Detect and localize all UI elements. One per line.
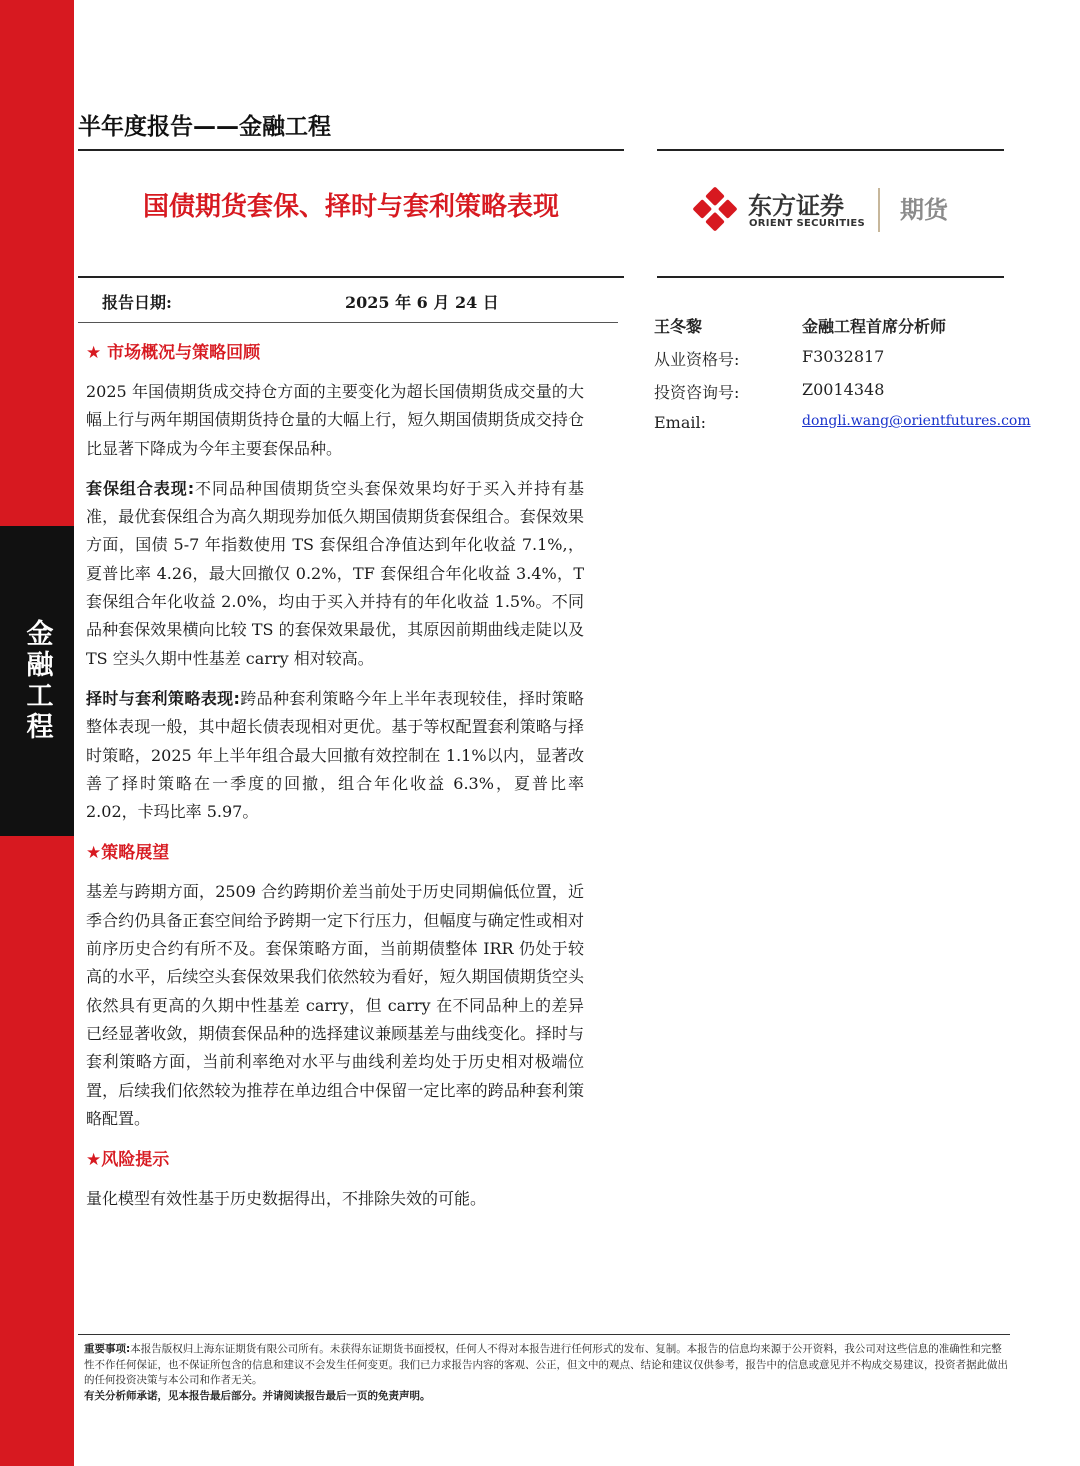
timing-text: 跨品种套利策略今年上半年表现较佳，择时策略整体表现一般，其中超长债表现相对更优。基于等权配置套利策略与择时策略，2025 年上半年组合最大回撤有效控制在 1.1%以内，显著改善了择时策略在一季度的回撤，组合年化收益 6.3%，夏普比率 2.02，卡玛比率 5.97。 bbox=[86, 688, 584, 822]
header-rule-left-bottom bbox=[78, 276, 624, 278]
consult-value: Z0014348 bbox=[802, 380, 885, 399]
report-type: 半年度报告——金融工程 bbox=[78, 114, 331, 140]
analyst-role: 金融工程首席分析师 bbox=[802, 317, 947, 336]
logo-divider bbox=[878, 188, 880, 232]
important-notice bbox=[84, 1342, 1010, 1404]
orient-logo-icon bbox=[690, 184, 740, 234]
report-date-label: 报告日期: bbox=[102, 293, 172, 312]
section-title-outlook: ★策略展望 bbox=[86, 843, 170, 864]
email-link[interactable]: dongli.wang@orientfutures.com bbox=[802, 413, 1031, 429]
timing-lead: 择时与套利策略表现: bbox=[86, 688, 240, 708]
timing-paragraph bbox=[86, 685, 584, 826]
analyst-row-email bbox=[654, 409, 1031, 442]
date-rule bbox=[78, 322, 618, 323]
header-rule-right-top bbox=[657, 149, 1004, 151]
outlook-paragraph: 基差与跨期方面，2509 合约跨期价差当前处于历史同期偏低位置，近季合约仍具备正套空间给予跨期一定下行压力，但幅度与确定性或相对前序历史合约有所不及。套保策略方面，当前期债整体 IRR 仍处于较高的水平，后续空头套保效果我们依然较为看好，短久期国债期货空头依然具有更高的久期中性基差 carry，但 carry 在不同品种上的差异已经显著收敛，期债套保品种的选择建议兼顾基差与曲线变化。择时与套利策略方面，当前利率绝对水平与曲线利差均处于历史相对极端位置，后续我们依然较为推荐在单边组合中保留一定比率的跨品种套利策略配置。 bbox=[86, 882, 584, 1128]
analyst-info bbox=[654, 310, 1031, 442]
report-summary bbox=[86, 338, 584, 1225]
sidebar-label: 金融工程 bbox=[21, 619, 53, 743]
report-date-value: 2025 年 6 月 24 日 bbox=[345, 293, 499, 312]
analyst-row-consult bbox=[654, 376, 1014, 409]
overview-paragraph: 2025 年国债期货成交持仓方面的主要变化为超长国债期货成交量的大幅上行与两年期国债期货持仓量的大幅上行，短久期国债期货成交持仓比显著下降成为今年主要套保品种。 bbox=[86, 382, 584, 458]
section-title-risk: ★风险提示 bbox=[86, 1150, 170, 1171]
logo-division: 期货 bbox=[900, 196, 948, 224]
analyst-row-license bbox=[654, 343, 1014, 376]
header-rule-left-top bbox=[78, 149, 624, 151]
risk-paragraph: 量化模型有效性基于历史数据得出，不排除失效的可能。 bbox=[86, 1189, 487, 1209]
license-value: F3032817 bbox=[802, 347, 885, 366]
report-title: 国债期货套保、择时与套利策略表现 bbox=[142, 192, 559, 222]
notice-footer: 有关分析师承诺，见本报告最后部分。并请阅读报告最后一页的免责声明。 bbox=[84, 1389, 431, 1402]
section-title-overview: ★ 市场概况与策略回顾 bbox=[86, 343, 261, 363]
email-label: Email: bbox=[654, 413, 707, 432]
hedge-paragraph bbox=[86, 475, 584, 673]
hedge-text: 不同品种国债期货空头套保效果均好于买入并持有基准，最优套保组合为高久期现券加低久期国债期货套保组合。套保效果方面，国债 5-7 年指数使用 TS 套保组合净值达到年化收益 7.1%,，夏普比率 4.26，最大回撤仅 0.2%，TF 套保组合年化收益 3.4%，T 套保组合年化收益 2.0%，均由于买入并持有的年化收益 1.5%。不同品种套保效果横向比较 TS 的套保效果最优，其原因前期曲线走陡以及 TS 空头久期中性基差 carry 相对较高。 bbox=[86, 478, 584, 668]
hedge-lead: 套保组合表现: bbox=[86, 478, 195, 498]
consult-label: 投资咨询号: bbox=[654, 383, 740, 402]
analyst-row-name bbox=[654, 310, 1014, 343]
notice-rule bbox=[78, 1334, 1010, 1335]
sidebar-black-block bbox=[0, 526, 74, 836]
analyst-name: 王冬黎 bbox=[654, 317, 703, 336]
notice-text: 本报告版权归上海东证期货有限公司所有。未获得东证期货书面授权，任何人不得对本报告进行任何形式的发布、复制。本报告的信息均来源于公开资料，我公司对这些信息的准确性和完整性不作任何保证，也不保证所包含的信息和建议不会发生任何变更。我们已力求报告内容的客观、公正，但文中的观点、结论和建议仅供参考，报告中的信息或意见并不构成交易建议，投资者据此做出的任何投资决策与本公司和作者无关。 bbox=[84, 1343, 1008, 1386]
notice-heading: 重要事项: bbox=[84, 1343, 131, 1355]
logo-name-cn: 东方证券 bbox=[748, 192, 844, 220]
logo-name-en: ORIENT SECURITIES bbox=[749, 218, 866, 229]
header-rule-right-bottom bbox=[657, 276, 1004, 278]
notice-body bbox=[84, 1342, 1010, 1389]
license-label: 从业资格号: bbox=[654, 350, 740, 369]
